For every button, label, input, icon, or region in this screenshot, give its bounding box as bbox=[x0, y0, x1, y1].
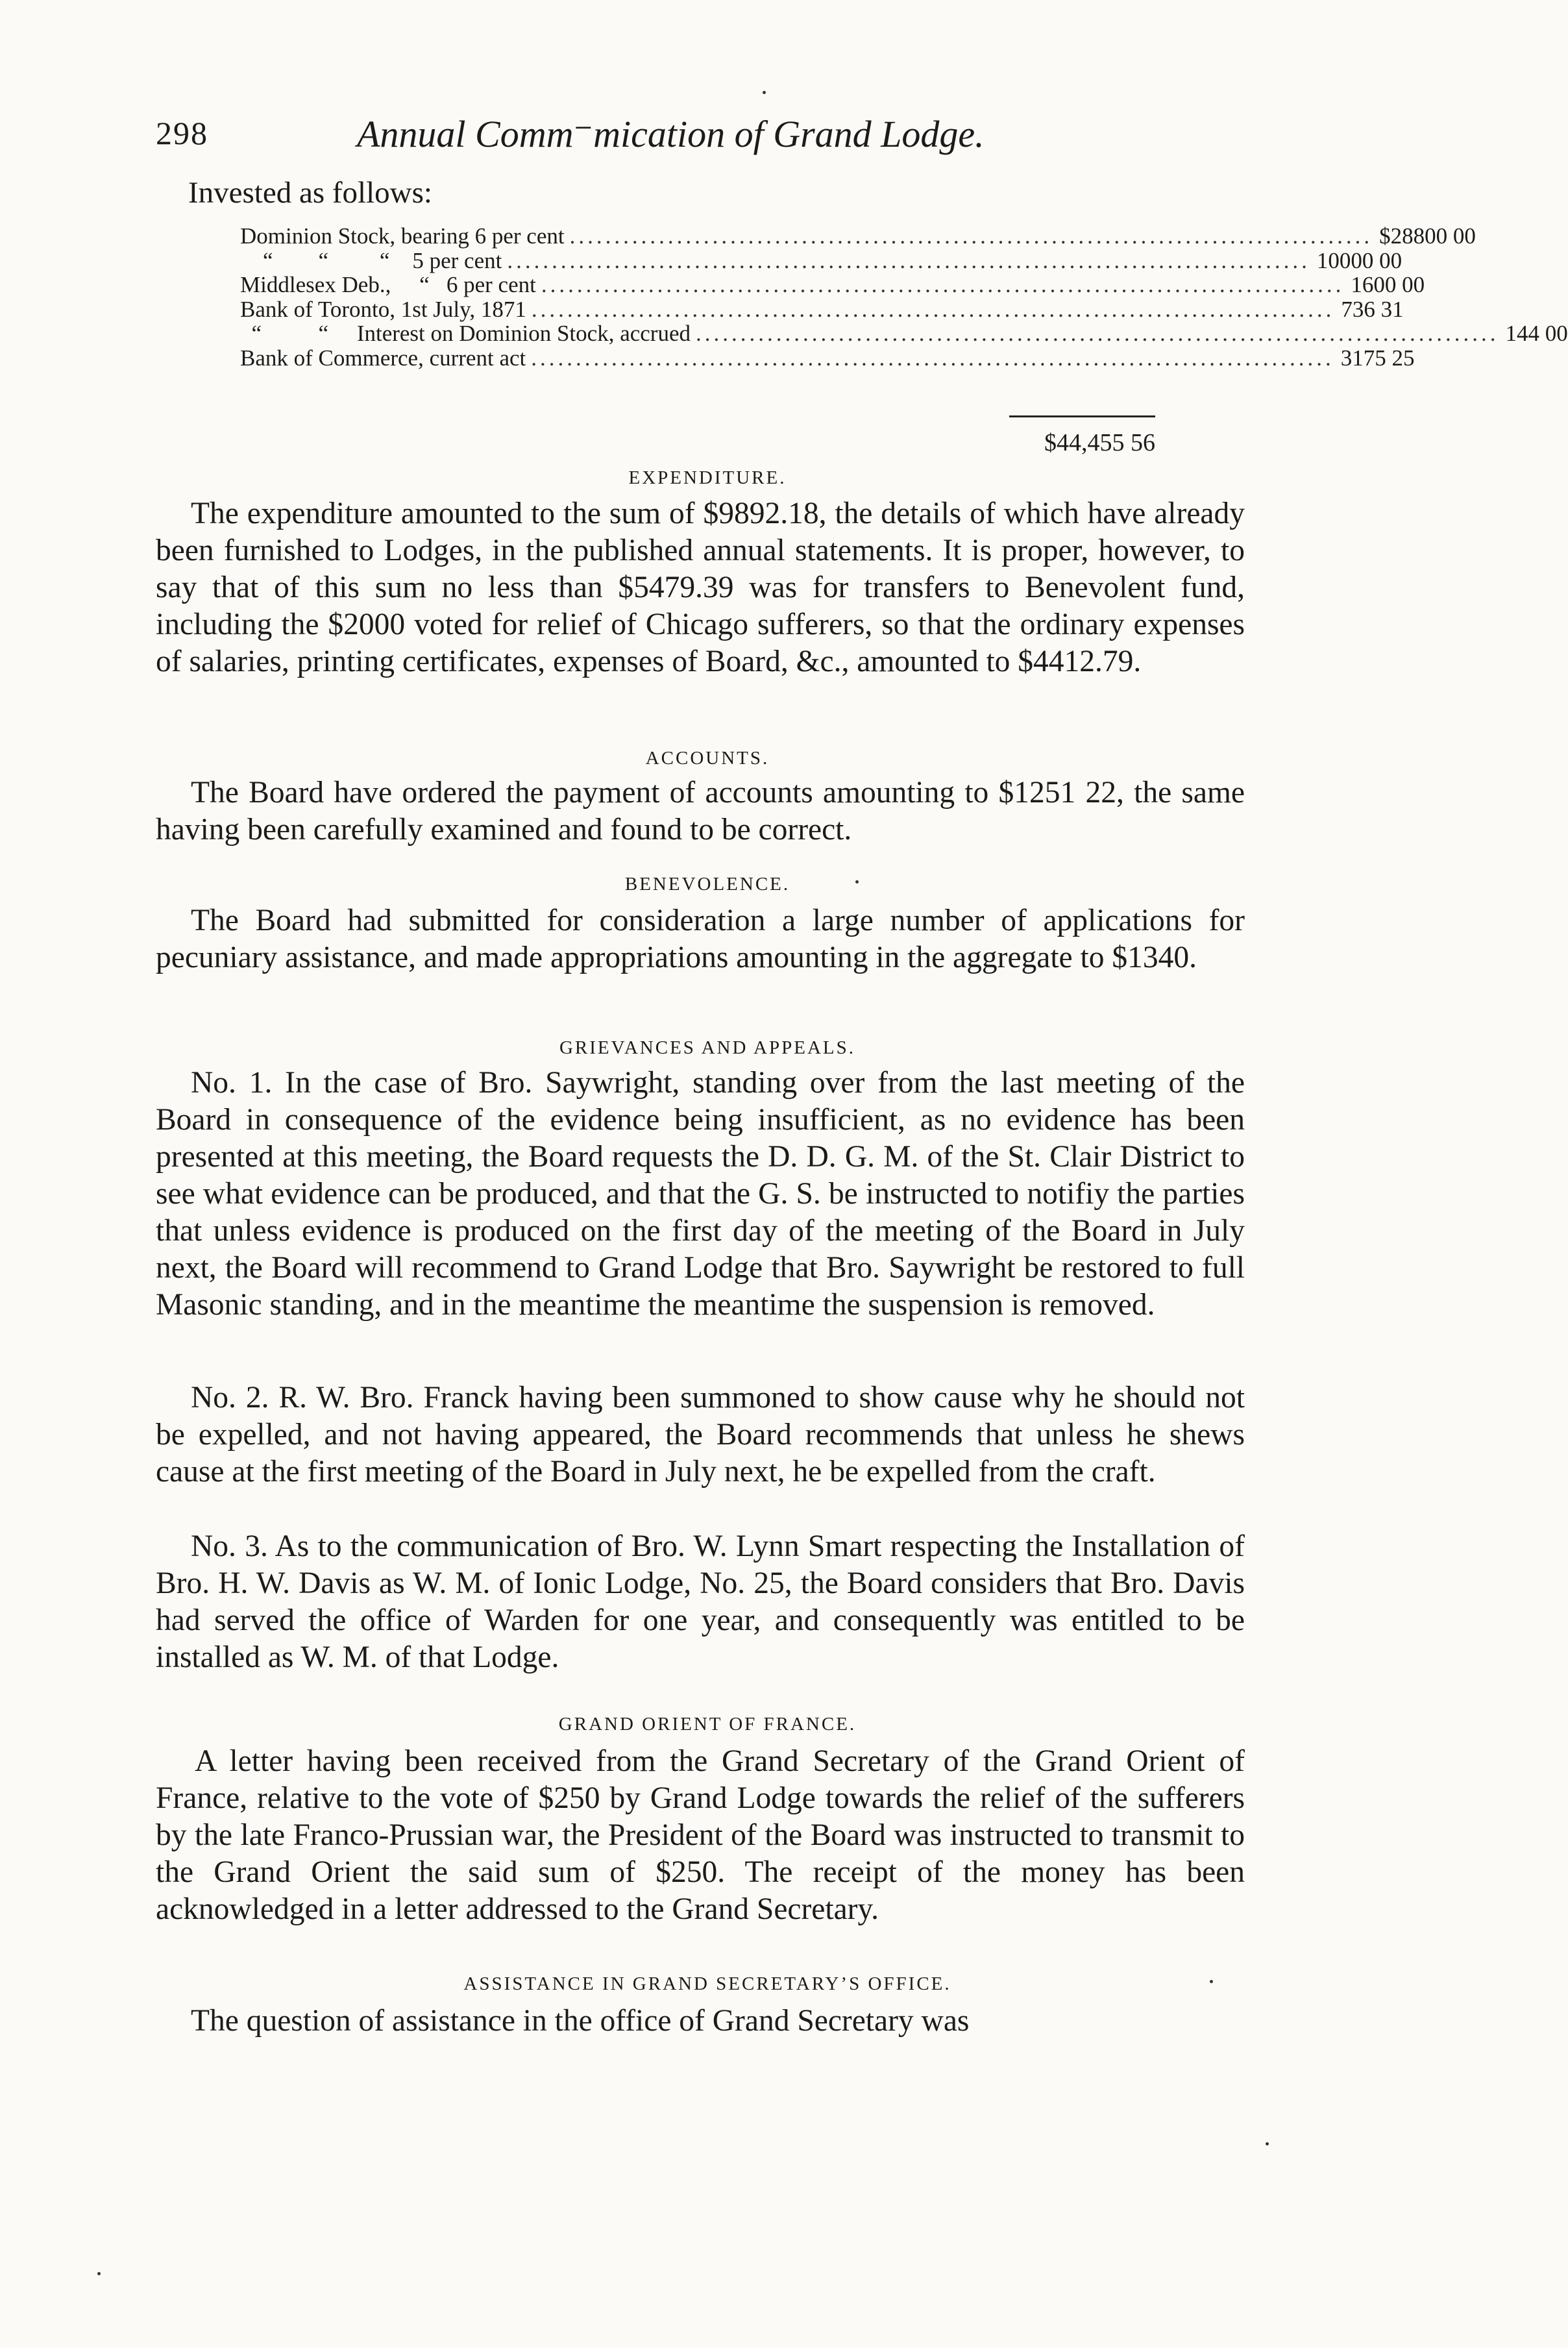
investment-row bbox=[240, 247, 1403, 273]
investment-amount: 1600 00 bbox=[1351, 272, 1425, 297]
dot-leader: .......................................................................................... bbox=[531, 345, 1334, 371]
running-title: Annual Comm⁻mication of Grand Lodge. bbox=[357, 113, 985, 155]
paper-speck bbox=[1210, 1980, 1213, 1983]
paper-speck bbox=[763, 91, 766, 94]
page-number: 298 bbox=[156, 115, 208, 151]
investment-table bbox=[240, 223, 1568, 371]
investment-row bbox=[240, 296, 1404, 322]
investment-label: Bank of Toronto, 1st July, 1871 bbox=[240, 296, 526, 322]
accounts-heading: ACCOUNTS. bbox=[645, 748, 770, 769]
investment-label: “ “ “ 5 per cent bbox=[240, 247, 502, 273]
dot-leader: .......................................................................................... bbox=[507, 247, 1310, 273]
dot-leader: .......................................................................................... bbox=[695, 321, 1499, 346]
benevolence-paragraph: The Board had submitted for consideration a large number of applications for pecuniary assistance, and made appropriations amounting in the aggregate to $1340. bbox=[156, 904, 1245, 974]
grievances-heading: GRIEVANCES AND APPEALS. bbox=[559, 1037, 855, 1058]
paper-speck bbox=[97, 2272, 101, 2275]
expenditure-heading: EXPENDITURE. bbox=[628, 467, 787, 488]
paper-speck bbox=[1266, 2142, 1269, 2145]
investment-label: “ “ Interest on Dominion Stock, accrued bbox=[240, 321, 691, 346]
dot-leader: .......................................................................................... bbox=[569, 223, 1373, 249]
paper-speck bbox=[855, 880, 859, 884]
investment-label: Bank of Commerce, current act bbox=[240, 345, 526, 371]
investment-row bbox=[240, 321, 1568, 346]
investment-total: $44,455 56 bbox=[1044, 429, 1155, 456]
invested-intro: Invested as follows: bbox=[188, 176, 432, 210]
assistance-paragraph: The question of assistance in the office of Grand Secretary was bbox=[191, 2004, 970, 2038]
investment-label: Dominion Stock, bearing 6 per cent bbox=[240, 223, 565, 249]
investment-amount: 736 31 bbox=[1341, 296, 1404, 322]
investment-amount: 10000 00 bbox=[1316, 247, 1403, 273]
grand-orient-paragraph: A letter having been received from the Grand Secretary of the Grand Orient of France, relative to the vote of $250 by Grand Lodge towards the relief of the sufferers by the late Franco-Prussian war, the President of the Board was instructed to transmit to the Grand Orient the said sum of $250. The receipt of the money has been acknowledged in a letter addressed to the Grand Secretary. bbox=[156, 1744, 1245, 1926]
sum-rule bbox=[1009, 415, 1155, 417]
assistance-heading: ASSISTANCE IN GRAND SECRETARY’S OFFICE. bbox=[463, 1973, 951, 1994]
investment-row bbox=[240, 223, 1476, 249]
dot-leader: .......................................................................................... bbox=[541, 272, 1345, 297]
benevolence-heading: BENEVOLENCE. bbox=[624, 874, 790, 895]
grievance-no2-paragraph: No. 2. R. W. Bro. Franck having been summoned to show cause why he should not be expelled, and not having appeared, the Board recommends that unless he shews cause at the first meeting of the Board in July next, he be expelled from the craft. bbox=[156, 1381, 1245, 1489]
accounts-paragraph: The Board have ordered the payment of accounts amounting to $1251 22, the same having been carefully examined and found to be correct. bbox=[156, 776, 1245, 847]
running-head bbox=[156, 114, 1259, 166]
grievance-no1-paragraph: No. 1. In the case of Bro. Saywright, standing over from the last meeting of the Board in consequence of the evidence being insufficient, as no evidence has been presented at this meeting, the Board requests the D. D. G. M. of the St. Clair District to see what evidence can be produced, and that the G. S. be instructed to notifiy the parties that unless evidence is produced on the first day of the meeting of the Board in July next, the Board will recommend to Grand Lodge that Bro. Saywright be restored to full Masonic standing, and in the meantime the meantime the suspension is removed. bbox=[156, 1066, 1245, 1322]
expenditure-paragraph: The expenditure amounted to the sum of $9892.18, the details of which have already been furnished to Lodges, in the published annual statements. It is proper, however, to say that of this sum no less than $5479.39 was for transfers to Benevolent fund, including the $2000 voted for relief of Chicago sufferers, so that the ordinary expenses of salaries, printing certificates, expenses of Board, &c., amounted to $4412.79. bbox=[156, 497, 1245, 678]
investment-amount: $28800 00 bbox=[1379, 223, 1476, 249]
investment-row bbox=[240, 345, 1415, 371]
investment-row bbox=[240, 272, 1425, 297]
investment-amount: 144 00 bbox=[1505, 321, 1568, 346]
investment-label: Middlesex Deb., “ 6 per cent bbox=[240, 272, 536, 297]
grand-orient-heading: GRAND ORIENT OF FRANCE. bbox=[558, 1714, 857, 1735]
grievance-no3-paragraph: No. 3. As to the communication of Bro. W. Lynn Smart respecting the Installation of Bro. H. W. Davis as W. M. of Ionic Lodge, No. 25, the Board considers that Bro. Davis had served the office of Warden for one year, and consequently was entitled to be installed as W. M. of that Lodge. bbox=[156, 1529, 1245, 1674]
dot-leader: .......................................................................................... bbox=[531, 296, 1335, 322]
investment-amount: 3175 25 bbox=[1340, 345, 1415, 371]
